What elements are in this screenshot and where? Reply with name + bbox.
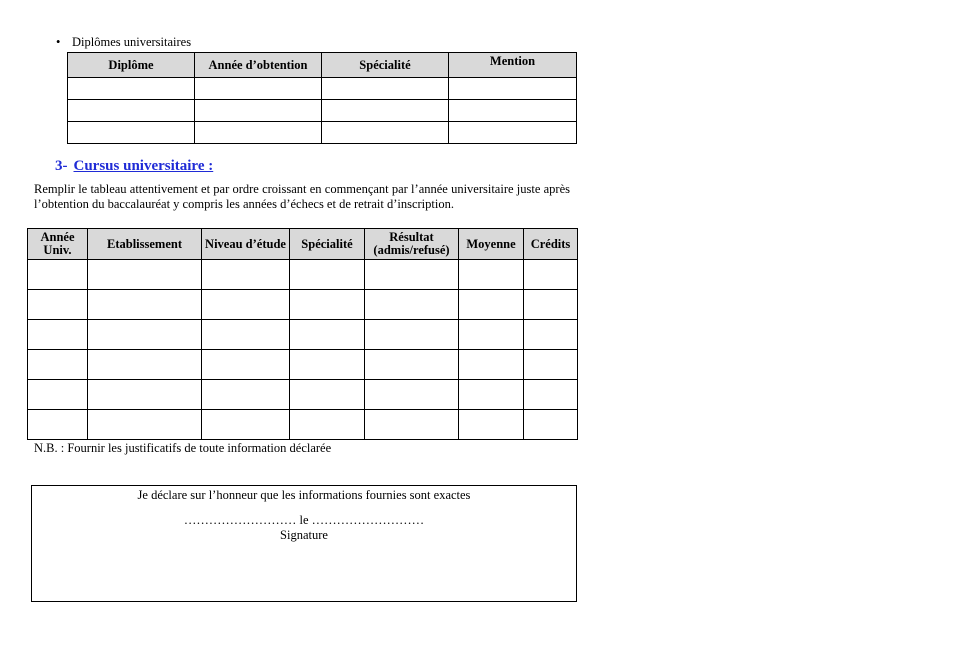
table-cell[interactable] <box>449 78 577 100</box>
col-etablissement: Etablissement <box>88 229 202 260</box>
col-specialite: Spécialité <box>322 53 449 78</box>
table-row <box>28 410 578 440</box>
table-cell[interactable] <box>524 290 578 320</box>
nb-note: N.B. : Fournir les justificatifs de toute information déclarée <box>34 441 332 455</box>
table-cell[interactable] <box>88 410 202 440</box>
table-cell[interactable] <box>28 290 88 320</box>
table-cell[interactable] <box>202 410 290 440</box>
table-cell[interactable] <box>28 350 88 380</box>
table-cell[interactable] <box>524 260 578 290</box>
table-cell[interactable] <box>365 410 459 440</box>
diplomes-table <box>67 52 577 144</box>
table-cell[interactable] <box>195 100 322 122</box>
col-niveau-etude: Niveau d’étude <box>202 229 290 260</box>
section-number: 3- <box>55 158 68 174</box>
col-resultat: Résultat (admis/refusé) <box>365 229 459 260</box>
table-cell[interactable] <box>365 350 459 380</box>
table-cell[interactable] <box>524 380 578 410</box>
table-cell[interactable] <box>202 350 290 380</box>
col-mention: Mention <box>449 53 577 78</box>
table-row <box>28 320 578 350</box>
table-cell[interactable] <box>28 260 88 290</box>
table-row <box>28 260 578 290</box>
table-cell[interactable] <box>322 78 449 100</box>
table-cell[interactable] <box>459 350 524 380</box>
table-cell[interactable] <box>68 100 195 122</box>
table-cell[interactable] <box>28 320 88 350</box>
diplomes-label: Diplômes universitaires <box>72 35 192 49</box>
table-cell[interactable] <box>28 410 88 440</box>
col-diplome: Diplôme <box>68 53 195 78</box>
table-cell[interactable] <box>202 260 290 290</box>
table-cell[interactable] <box>365 320 459 350</box>
table-cell[interactable] <box>524 350 578 380</box>
table-cell[interactable] <box>88 290 202 320</box>
section-title <box>55 158 213 175</box>
table-cell[interactable] <box>88 320 202 350</box>
table-cell[interactable] <box>459 380 524 410</box>
table-row <box>28 380 578 410</box>
table-cell[interactable] <box>449 122 577 144</box>
table-cell[interactable] <box>28 380 88 410</box>
table-cell[interactable] <box>202 290 290 320</box>
table-cell[interactable] <box>524 410 578 440</box>
table-cell[interactable] <box>459 320 524 350</box>
signature-label: Signature <box>280 528 328 542</box>
table-cell[interactable] <box>290 350 365 380</box>
table-cell[interactable] <box>202 320 290 350</box>
table-row <box>28 350 578 380</box>
table-cell[interactable] <box>88 350 202 380</box>
table-cell[interactable] <box>290 260 365 290</box>
table-cell[interactable] <box>88 260 202 290</box>
table-row <box>68 78 577 100</box>
col-credits: Crédits <box>524 229 578 260</box>
table-cell[interactable] <box>365 380 459 410</box>
table-row <box>28 290 578 320</box>
table-cell[interactable] <box>290 290 365 320</box>
declaration-box <box>31 485 577 602</box>
cursus-table <box>27 228 578 440</box>
declaration-statement: Je déclare sur l’honneur que les informations fournies sont exactes <box>137 488 471 502</box>
instructions-text: Remplir le tableau attentivement et par ordre croissant en commençant par l’année universitaire juste après l’obtention du baccalauréat y compris les années d’échecs et de retrait d’inscription. <box>34 182 570 211</box>
col-moyenne: Moyenne <box>459 229 524 260</box>
section-heading: Cursus universitaire : <box>73 158 214 174</box>
col-annee-obtention: Année d’obtention <box>195 53 322 78</box>
diplomes-bullet <box>56 35 191 50</box>
table-cell[interactable] <box>459 410 524 440</box>
table-cell[interactable] <box>365 260 459 290</box>
table-cell[interactable] <box>88 380 202 410</box>
place-date-line[interactable]: ……………………… le ……………………… <box>183 513 425 527</box>
table-row <box>68 122 577 144</box>
table-cell[interactable] <box>449 100 577 122</box>
table-cell[interactable] <box>290 410 365 440</box>
table-cell[interactable] <box>322 100 449 122</box>
table-row <box>68 100 577 122</box>
table-cell[interactable] <box>459 260 524 290</box>
table-cell[interactable] <box>322 122 449 144</box>
table-header-row <box>68 53 577 78</box>
table-cell[interactable] <box>68 78 195 100</box>
table-cell[interactable] <box>68 122 195 144</box>
table-cell[interactable] <box>202 380 290 410</box>
table-cell[interactable] <box>290 320 365 350</box>
table-cell[interactable] <box>459 290 524 320</box>
col-annee-univ: Année Univ. <box>28 229 88 260</box>
table-cell[interactable] <box>290 380 365 410</box>
table-cell[interactable] <box>195 78 322 100</box>
table-header-row <box>28 229 578 260</box>
table-cell[interactable] <box>195 122 322 144</box>
col-specialite: Spécialité <box>290 229 365 260</box>
table-cell[interactable] <box>365 290 459 320</box>
bullet-icon: • <box>56 35 61 49</box>
table-cell[interactable] <box>524 320 578 350</box>
